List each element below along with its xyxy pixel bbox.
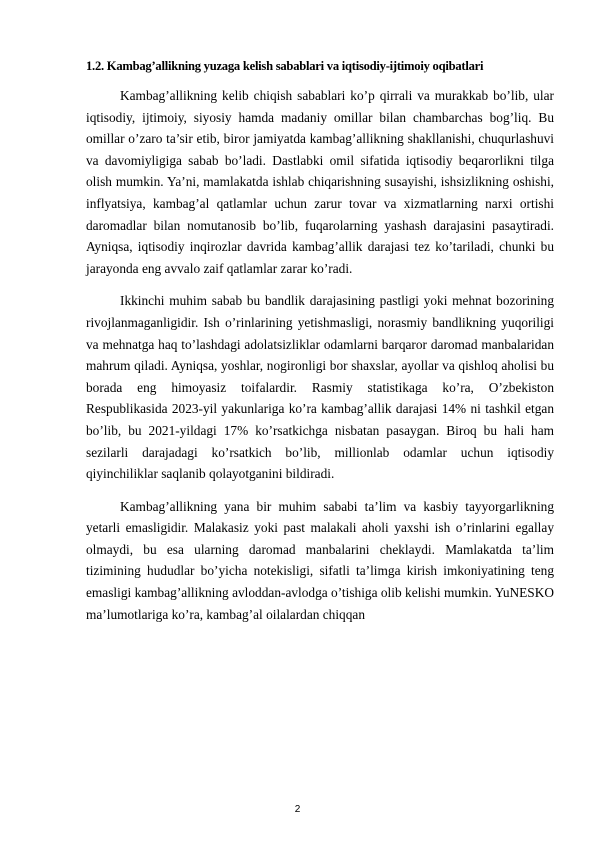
document-page	[86, 58, 554, 636]
section-heading: 1.2. Kambag’allikning yuzaga kelish sabablari va iqtisodiy-ijtimoiy oqibatlari	[86, 59, 484, 73]
paragraph-employment: Ikkinchi muhim sabab bu bandlik darajasining pastligi yoki mehnat bozorining rivojlanmaganligidir. Ish o’rinlarining yetishmasligi, norasmiy bandlikning yuqoriligi va mehnatga haq to’lashdagi adolatsizliklar odamlarni barqaror daromad manbalaridan mahrum qiladi. Ayniqsa, yoshlar, nogironligi bor shaxslar, ayollar va qishloq aholisi bu borada eng himoyasiz toifalardir. Rasmiy statistikaga ko’ra, O’zbekiston Respublikasida 2023-yil yakunlariga ko’ra kambag’allik darajasi 14% ni tashkil etgan bo’lib, bu 2021-yildagi 17% ko’rsatkichga nisbatan pasaygan. Biroq bu hali ham sezilarli darajadagi ko’rsatkich bo’lib, millionlab odamlar uchun iqtisodiy qiyinchiliklar saqlanib qolayotganini bildiradi.	[86, 293, 554, 482]
paragraph-education: Kambag’allikning yana bir muhim sababi ta’lim va kasbiy tayyorgarlikning yetarli emasligidir. Malakasiz yoki past malakali aholi yaxshi ish o’rinlarini egallay olmaydi, bu esa ularning daromad manbalarini cheklaydi. Mamlakatda ta’lim tizimining hududlar bo’yicha notekisligi, sifatli ta’limga kirish imkoniyatining teng emasligi kambag’allikning avloddan-avlodga o’tishiga olib kelishi mumkin. YuNESKO ma’lumotlariga ko’ra, kambag’al oilalardan chiqqan	[86, 498, 554, 622]
paragraph-causes-overview: Kambag’allikning kelib chiqish sabablari ko’p qirrali va murakkab bo’lib, ular iqtisodiy, ijtimoiy, siyosiy hamda madaniy omillar bilan chambarchas bog’liq. Bu omillar o’zaro ta’sir etib, biror jamiyatda kambag’allikning shakllanishi, chuqurlashuvi va davomiyligiga sabab bo’ladi. Dastlabki omil sifatida iqtisodiy beqarorlikni tilga olish mumkin. Ya’ni, mamlakatda ishlab chiqarishning susayishi, ishsizlikning oshishi, inflyatsiya, kambag’al qatlamlar uchun zarur tovar va xizmatlarning narxi ortishi daromadlar bilan nomutanosib bo’lib, fuqarolarning yashash darajasini pasaytiradi. Ayniqsa, iqtisodiy inqirozlar davrida kambag’allik darajasi tez ko’tariladi, chunki bu jarayonda eng avvalo zaif qatlamlar zarar ko’radi.	[86, 88, 554, 276]
page-number: 2	[294, 804, 301, 815]
